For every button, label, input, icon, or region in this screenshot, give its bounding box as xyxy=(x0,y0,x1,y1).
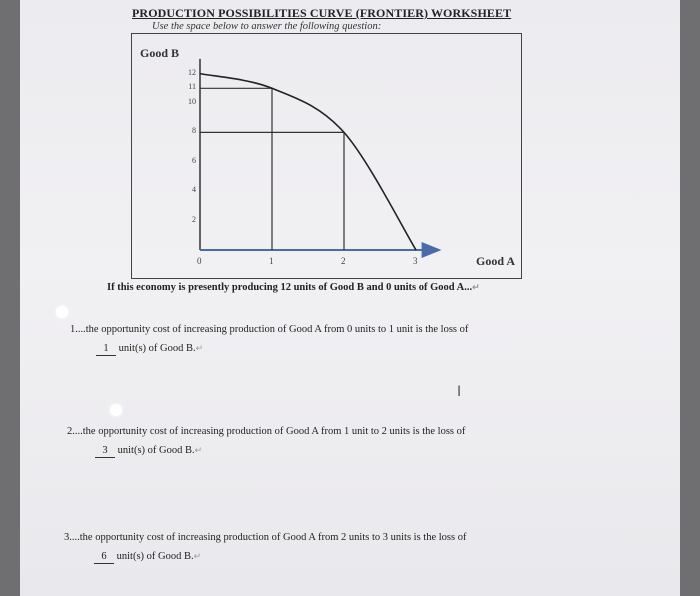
question-1-suffix: unit(s) of Good B. xyxy=(118,343,196,354)
y-tick-label: 10 xyxy=(188,97,196,106)
worksheet-subtitle: Use the space below to answer the following question: xyxy=(152,21,382,32)
question-2-answer[interactable]: 3 xyxy=(95,445,115,458)
y-tick-label: 8 xyxy=(192,126,196,136)
x-tick-label: 0 xyxy=(197,256,202,266)
question-2-prompt: 2....the opportunity cost of increasing production of Good A from 1 unit to 2 units is the loss of xyxy=(67,426,466,437)
question-1: 1....the opportunity cost of increasing production of Good A from 0 units to 1 unit is the loss of 1 unit(s) of Good B.↵ xyxy=(70,321,468,358)
ppc-curve xyxy=(200,74,416,250)
highlight-dot xyxy=(56,306,68,318)
question-2-suffix: unit(s) of Good B. xyxy=(117,445,195,456)
text-cursor-icon: I xyxy=(457,384,462,400)
y-axis-label: Good B xyxy=(140,46,180,60)
question-3-prompt: 3....the opportunity cost of increasing production of Good A from 2 units to 3 units is the loss of xyxy=(64,532,467,543)
y-tick-label: 4 xyxy=(192,185,196,195)
question-3-suffix: unit(s) of Good B. xyxy=(116,551,194,562)
worksheet-title: PRODUCTION POSSIBILITIES CURVE (FRONTIER) WORKSHEET xyxy=(132,6,512,20)
question-2: 2....the opportunity cost of increasing production of Good A from 1 unit to 2 units is the loss of 3 unit(s) of Good B.↵ xyxy=(67,423,465,460)
scenario-text: If this economy is presently producing 12 units of Good B and 0 units of Good A...↵ xyxy=(107,282,480,293)
x-axis-label: Good A xyxy=(476,254,516,268)
question-3-answer[interactable]: 6 xyxy=(94,551,114,564)
y-tick-label: 11 xyxy=(188,82,196,92)
question-1-prompt: 1....the opportunity cost of increasing production of Good A from 0 units to 1 unit is the loss of xyxy=(70,324,469,335)
y-tick-label: 6 xyxy=(192,155,196,165)
highlight-dot xyxy=(110,404,122,416)
x-tick-label: 1 xyxy=(269,256,274,266)
x-tick-label: 2 xyxy=(341,256,346,266)
y-tick-label: 2 xyxy=(192,214,196,224)
question-1-answer[interactable]: 1 xyxy=(96,343,116,356)
y-tick-label: 12 xyxy=(188,67,196,77)
x-tick-label: 3 xyxy=(413,256,418,266)
question-3: 3....the opportunity cost of increasing production of Good A from 2 units to 3 units is the loss of 6 unit(s) of Good B.↵ xyxy=(64,529,466,566)
